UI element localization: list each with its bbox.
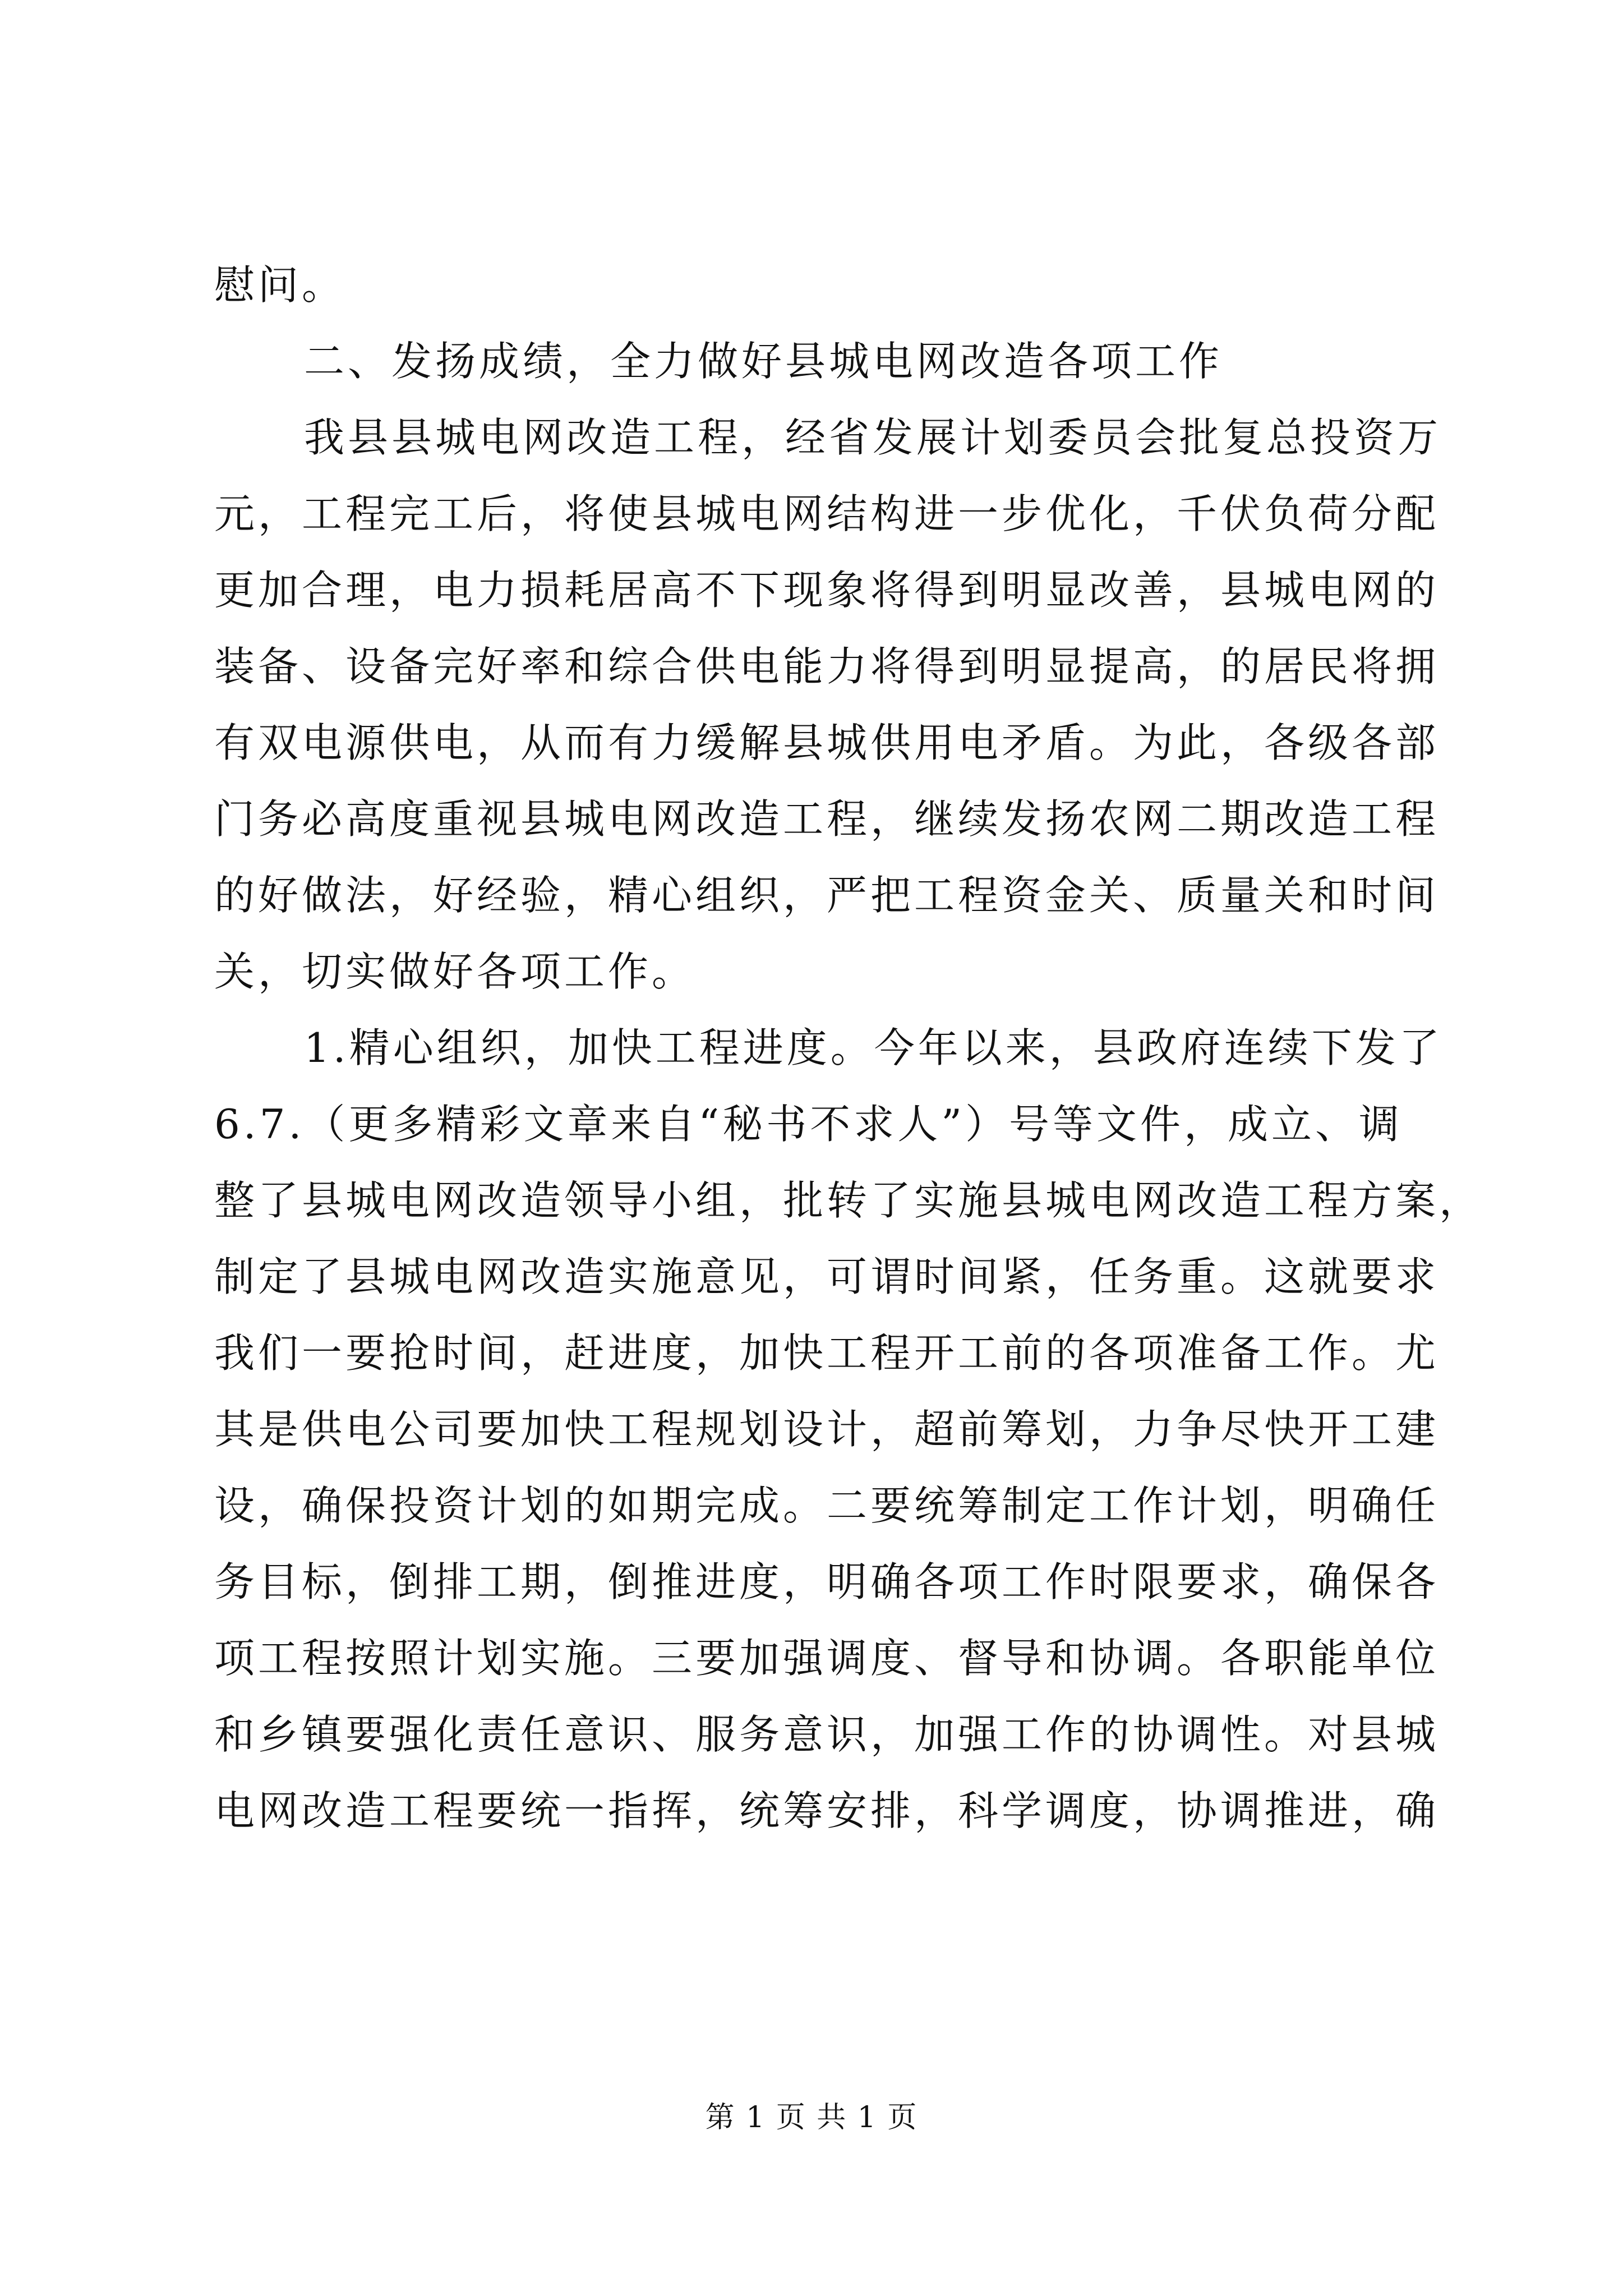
body-line: 设，确保投资计划的如期完成。二要统筹制定工作计划，明确任 bbox=[214, 1482, 1440, 1529]
body-line: 和乡镇要强化责任意识、服务意识，加强工作的协调性。对县城 bbox=[214, 1711, 1440, 1758]
body-line: 更加合理，电力损耗居高不下现象将得到明显改善，县城电网的 bbox=[214, 567, 1440, 614]
body-line: 的好做法，好经验，精心组织，严把工程资金关、质量关和时间 bbox=[214, 872, 1440, 919]
page-footer: 第 1 页 共 1 页 bbox=[705, 2101, 918, 2134]
body-line: 有双电源供电，从而有力缓解县城供用电矛盾。为此，各级各部 bbox=[214, 719, 1440, 766]
body-line: 元，工程完工后，将使县城电网结构进一步优化，千伏负荷分配 bbox=[214, 490, 1440, 537]
body-line: 关，切实做好各项工作。 bbox=[214, 948, 696, 995]
paragraph-first-line: 我县县城电网改造工程，经省发展计划委员会批复总投资万 bbox=[304, 414, 1442, 461]
document-body bbox=[214, 247, 1483, 1849]
body-line: 我们一要抢时间，赶进度，加快工程开工前的各项准备工作。尤 bbox=[214, 1329, 1440, 1377]
body-line: 装备、设备完好率和综合供电能力将得到明显提高，的居民将拥 bbox=[214, 643, 1440, 690]
body-line: 慰问。 bbox=[214, 261, 346, 309]
body-line: 门务必高度重视县城电网改造工程，继续发扬农网二期改造工程 bbox=[214, 795, 1440, 843]
body-line: 项工程按照计划实施。三要加强调度、督导和协调。各职能单位 bbox=[214, 1635, 1440, 1682]
body-line: 制定了县城电网改造实施意见，可谓时间紧，任务重。这就要求 bbox=[214, 1253, 1440, 1300]
body-line: 整了县城电网改造领导小组，批转了实施县城电网改造工程方案， bbox=[214, 1177, 1483, 1224]
section-heading: 二、发扬成绩，全力做好县城电网改造各项工作 bbox=[304, 338, 1223, 385]
paragraph-first-line: 1.精心组织，加快工程进度。今年以来，县政府连续下发了 bbox=[304, 1024, 1443, 1071]
body-line: 电网改造工程要统一指挥，统筹安排，科学调度，协调推进，确 bbox=[214, 1787, 1440, 1834]
body-line: 务目标，倒排工期，倒推进度，明确各项工作时限要求，确保各 bbox=[214, 1558, 1440, 1605]
body-line: 6.7.（更多精彩文章来自“秘书不求人”）号等文件，成立、调 bbox=[214, 1101, 1403, 1148]
body-line: 其是供电公司要加快工程规划设计，超前筹划，力争尽快开工建 bbox=[214, 1406, 1440, 1453]
